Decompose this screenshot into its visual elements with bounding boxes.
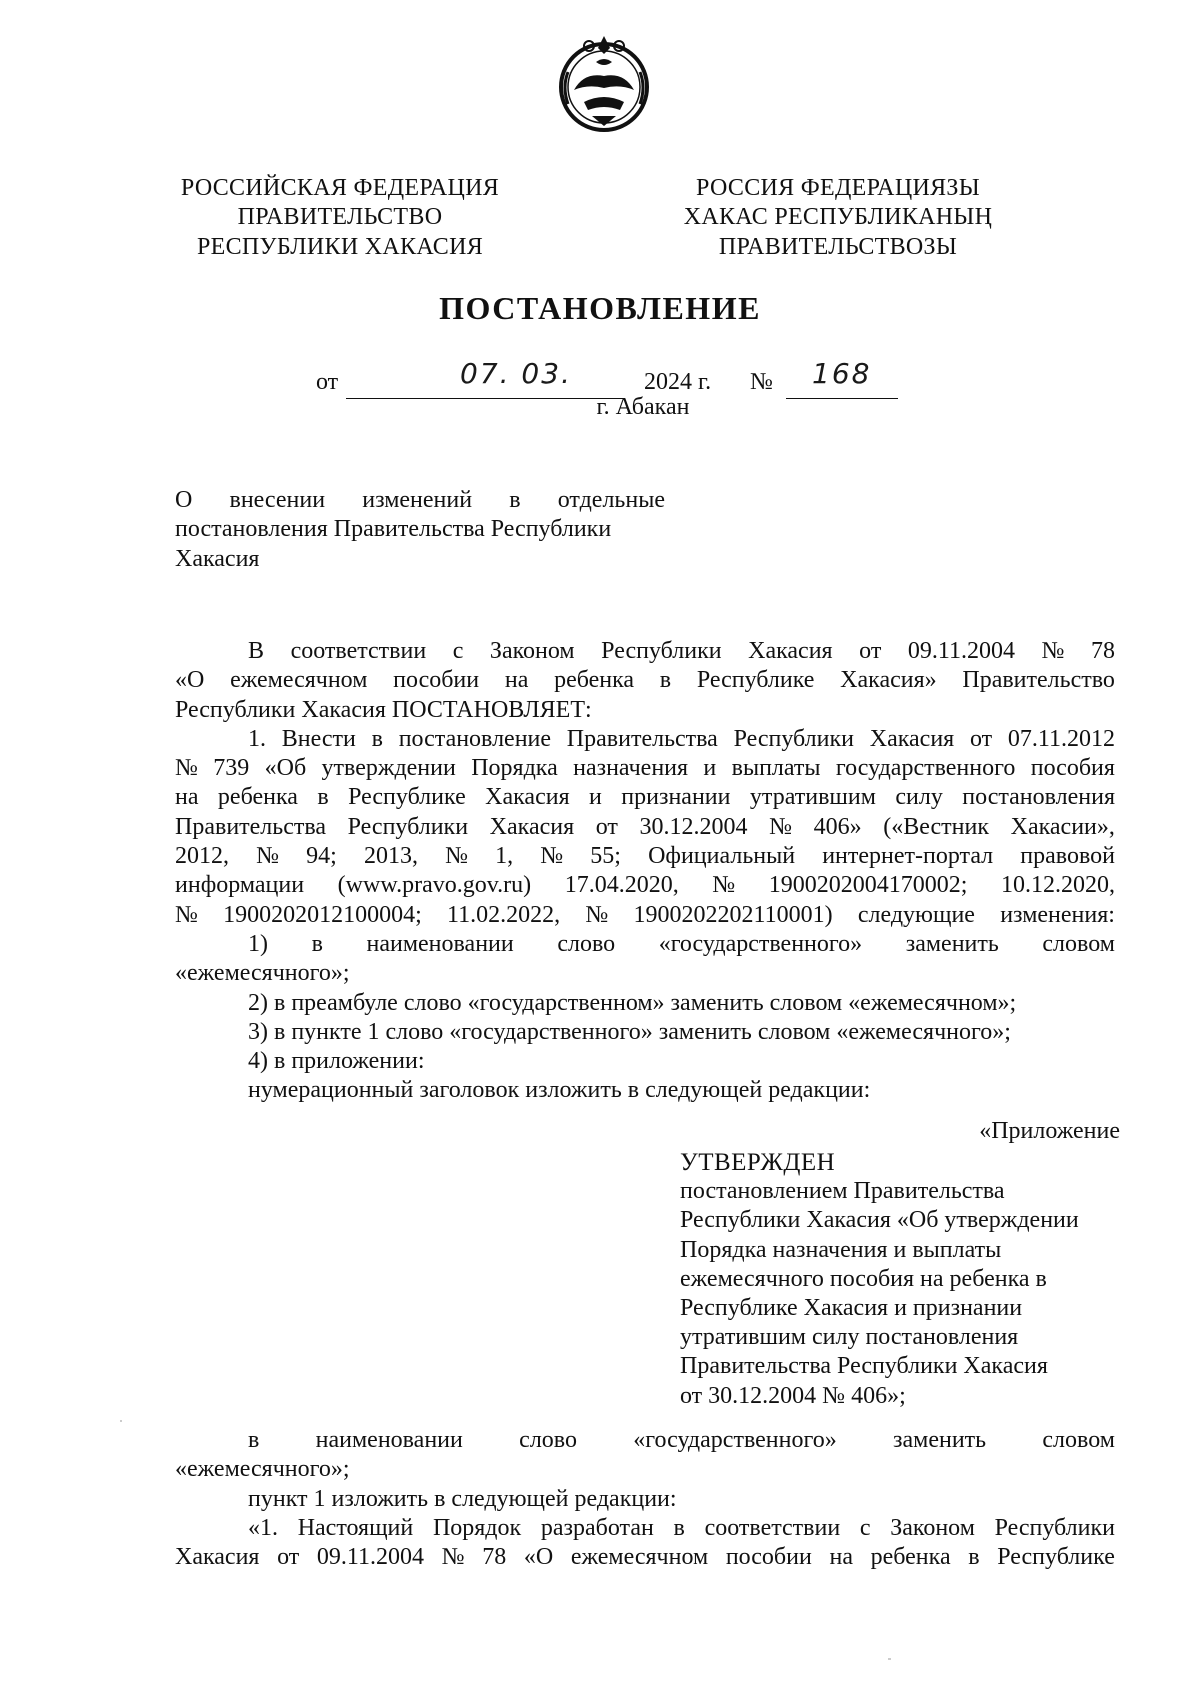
word: ребенка [554, 667, 635, 694]
word: с [859, 1514, 871, 1541]
word: Хакасия [175, 1544, 260, 1571]
coat-of-arms-emblem [554, 32, 654, 137]
subject-word: изменений [362, 487, 473, 513]
paragraph-line [175, 842, 1115, 871]
approval-line: ежемесячного пособия на ребенка в [680, 1265, 1047, 1292]
word: соответствии [290, 638, 427, 664]
word: в [968, 1544, 980, 1571]
word: 1, [495, 843, 514, 870]
word: Хакасия» [840, 667, 937, 694]
word: 1. [248, 725, 266, 752]
word: Хакасия [485, 784, 570, 811]
approval-line: постановлением Правительства [680, 1178, 1005, 1205]
word: от [969, 725, 993, 752]
paragraph-line: нумерационный заголовок изложить в следующей редакции: [248, 1077, 871, 1104]
subject-line: Хакасия [175, 545, 260, 572]
word: и [703, 755, 717, 782]
subject-block [175, 486, 665, 574]
paragraph-line: 4) в приложении: [248, 1048, 425, 1075]
word: интернет-портал [822, 843, 994, 870]
word: 78 [1090, 638, 1115, 664]
paragraph-line [175, 901, 1115, 930]
word: Республике [696, 667, 815, 694]
word: № [445, 843, 468, 870]
number-label: № [750, 369, 773, 395]
word: Настоящий [297, 1514, 414, 1541]
word: 30.12.2004 [639, 813, 748, 840]
word: 2013, [363, 843, 418, 870]
word: в [371, 725, 383, 752]
header-right-line: ПРАВИТЕЛЬСТВОЗЫ [718, 233, 958, 260]
word: № [1041, 638, 1065, 664]
word: № [175, 755, 198, 782]
paragraph-line: «ежемесячного»; [175, 960, 350, 987]
paragraph-line [175, 1426, 1115, 1455]
word: № [540, 843, 564, 870]
paragraph-line: 2) в преамбуле слово «государственном» заменить словом «ежемесячном»; [248, 989, 1017, 1016]
word: Порядка [471, 755, 558, 782]
word: 11.02.2022, [447, 901, 561, 928]
from-label: от [316, 369, 339, 395]
word: назначения [573, 755, 689, 782]
word: признании [621, 784, 731, 811]
word: № [769, 813, 793, 840]
word: «государственного» [658, 930, 863, 957]
word: пособии [725, 1544, 812, 1571]
word: 09.11.2004 [907, 638, 1015, 664]
paragraph-line: 3) в пункте 1 слово «государственного» заменить словом «ежемесячного»; [248, 1018, 1011, 1045]
word: правовой [1020, 843, 1115, 870]
paragraph-line: пункт 1 изложить в следующей редакции: [248, 1485, 677, 1512]
word: 07.11.2012 [1007, 725, 1115, 752]
paragraph-line [175, 637, 1115, 666]
word: 78 [482, 1544, 507, 1571]
paragraph-line [175, 1543, 1115, 1572]
word: информации [175, 872, 305, 899]
word: Республике [348, 784, 466, 811]
word: от [595, 813, 618, 840]
word: в [317, 784, 329, 811]
word: государственного [835, 755, 1016, 782]
word: № [441, 1544, 465, 1571]
word: Правительства [566, 725, 718, 752]
paragraph-line [175, 783, 1115, 812]
word: 09.11.2004 [316, 1544, 425, 1571]
word: «государственного» [633, 1427, 837, 1453]
word: пособии [393, 667, 480, 694]
word: Законом [890, 1514, 975, 1541]
word: (www.pravo.gov.ru) [337, 872, 532, 899]
paragraph-line [175, 754, 1115, 783]
word: Республики [347, 813, 469, 840]
word: «1. [248, 1514, 278, 1541]
word: 1900202202110001) [633, 901, 833, 928]
word: ежемесячном [570, 1544, 709, 1571]
word: Хакасия [869, 725, 955, 752]
word: на [829, 1544, 853, 1571]
word: изменения: [1000, 901, 1115, 928]
word: постановление [398, 725, 552, 752]
word: Официальный [648, 843, 796, 870]
word: в [673, 1514, 685, 1541]
word: Республики [994, 1514, 1115, 1541]
header-left-block [160, 174, 520, 262]
paragraph-line [175, 725, 1115, 754]
word: пособия [1030, 755, 1115, 782]
word: соответствии [704, 1514, 841, 1541]
word: следующие [857, 901, 975, 928]
word: 2012, [175, 843, 229, 870]
word: словом [1042, 1427, 1115, 1453]
header-left-line: РОССИЙСКАЯ ФЕДЕРАЦИЯ [180, 175, 500, 201]
word: от [859, 638, 882, 664]
word: 10.12.2020, [1000, 872, 1115, 899]
word: «О [523, 1544, 554, 1571]
paragraph-line [175, 813, 1115, 842]
word: заменить [893, 1427, 987, 1453]
approval-line: Порядка назначения и выплаты [680, 1236, 1002, 1263]
word: В [248, 638, 265, 664]
approval-line: от 30.12.2004 № 406»; [680, 1382, 906, 1409]
word: утверждении [321, 755, 456, 782]
approval-line: Республике Хакасия и признании [680, 1294, 1023, 1321]
word: Республике [997, 1544, 1115, 1571]
word: 1900202012100004; [223, 901, 422, 928]
word: № [175, 901, 198, 928]
paragraph-line: «ежемесячного»; [175, 1456, 350, 1483]
subject-word: отдельные [557, 487, 665, 513]
word: и [589, 784, 602, 811]
word: в [248, 1427, 260, 1453]
word: 94; [306, 843, 337, 870]
document-title: ПОСТАНОВЛЕНИЕ [439, 290, 761, 326]
paragraph-line [175, 871, 1115, 900]
approval-line: Правительства Республики Хакасия [680, 1353, 1048, 1380]
word: Внести [281, 725, 356, 752]
word: Хакасии», [1010, 813, 1115, 840]
word: в [659, 667, 672, 694]
header-right-line: РОССИЯ ФЕДЕРАЦИЯЗЫ [696, 175, 980, 201]
word: 1900202004170002; [768, 872, 968, 899]
word: ребенка [870, 1544, 951, 1571]
word: «Об [264, 755, 307, 782]
handwritten-date: 07. 03. [460, 357, 572, 390]
word: Республики [601, 638, 722, 664]
word: постановления [962, 784, 1115, 811]
word: 17.04.2020, [564, 872, 679, 899]
paragraph-line [175, 666, 1115, 695]
header-right-block [658, 174, 1018, 262]
word: Правительство [962, 667, 1115, 694]
word: («Вестник [883, 813, 989, 840]
word: с [452, 638, 464, 664]
subject-word: О [175, 487, 193, 513]
appendix-label: «Приложение [979, 1118, 1120, 1144]
word: на [175, 784, 199, 811]
word: 1) [248, 930, 268, 957]
word: наименовании [315, 1427, 463, 1453]
scan-speck [888, 1658, 891, 1660]
word: Хакасия [748, 638, 833, 664]
word: Законом [489, 638, 575, 664]
handwritten-number: 168 [812, 357, 872, 390]
paragraph-line: Республики Хакасия ПОСТАНОВЛЯЕТ: [175, 696, 592, 723]
body-text-continued [175, 1426, 1115, 1572]
word: Правительства [175, 813, 327, 840]
word: силу [895, 784, 943, 811]
word: слово [519, 1427, 577, 1453]
subject-word: внесении [229, 487, 326, 513]
subject-line [175, 486, 665, 515]
approval-line: утратившим силу постановления [680, 1324, 1019, 1351]
header-left-line: РЕСПУБЛИКИ ХАКАСИЯ [196, 233, 484, 260]
approval-line: Республики Хакасия «Об утверждении [680, 1207, 1079, 1234]
approved-heading: УТВЕРЖДЕН [680, 1149, 836, 1176]
paragraph-line [175, 930, 1115, 959]
scan-speck [120, 1420, 122, 1422]
word: 406» [813, 813, 862, 840]
word: Республики [733, 725, 854, 752]
word: ребенка [217, 784, 298, 811]
approval-stamp-block [680, 1148, 1120, 1411]
word: заменить [905, 930, 999, 957]
word: слово [557, 930, 616, 957]
word: утратившим [749, 784, 876, 811]
word: ежемесячном [230, 667, 368, 694]
header-left-line: ПРАВИТЕЛЬСТВО [237, 204, 443, 231]
word: 55; [590, 843, 621, 870]
subject-word: в [509, 487, 521, 513]
word: 739 [213, 755, 250, 782]
year-label: 2024 г. [644, 369, 712, 395]
word: выплаты [731, 755, 821, 782]
word: № [256, 843, 280, 870]
word: Порядок [432, 1514, 522, 1541]
word: «О [175, 667, 205, 694]
subject-line: постановления Правительства Республики [175, 516, 612, 543]
word: разработан [540, 1514, 654, 1541]
word: словом [1042, 930, 1115, 957]
header-right-line: ХАКАС РЕСПУБЛИКАНЫҢ [683, 204, 993, 231]
body-text [175, 637, 1115, 1106]
word: Хакасия [489, 813, 575, 840]
paragraph-line [175, 1514, 1115, 1543]
word: № [712, 872, 736, 899]
word: в [311, 930, 323, 957]
word: от [277, 1544, 300, 1571]
word: наименовании [366, 930, 514, 957]
word: на [504, 667, 529, 694]
word: № [585, 901, 609, 928]
city-label: г. Абакан [596, 394, 690, 420]
